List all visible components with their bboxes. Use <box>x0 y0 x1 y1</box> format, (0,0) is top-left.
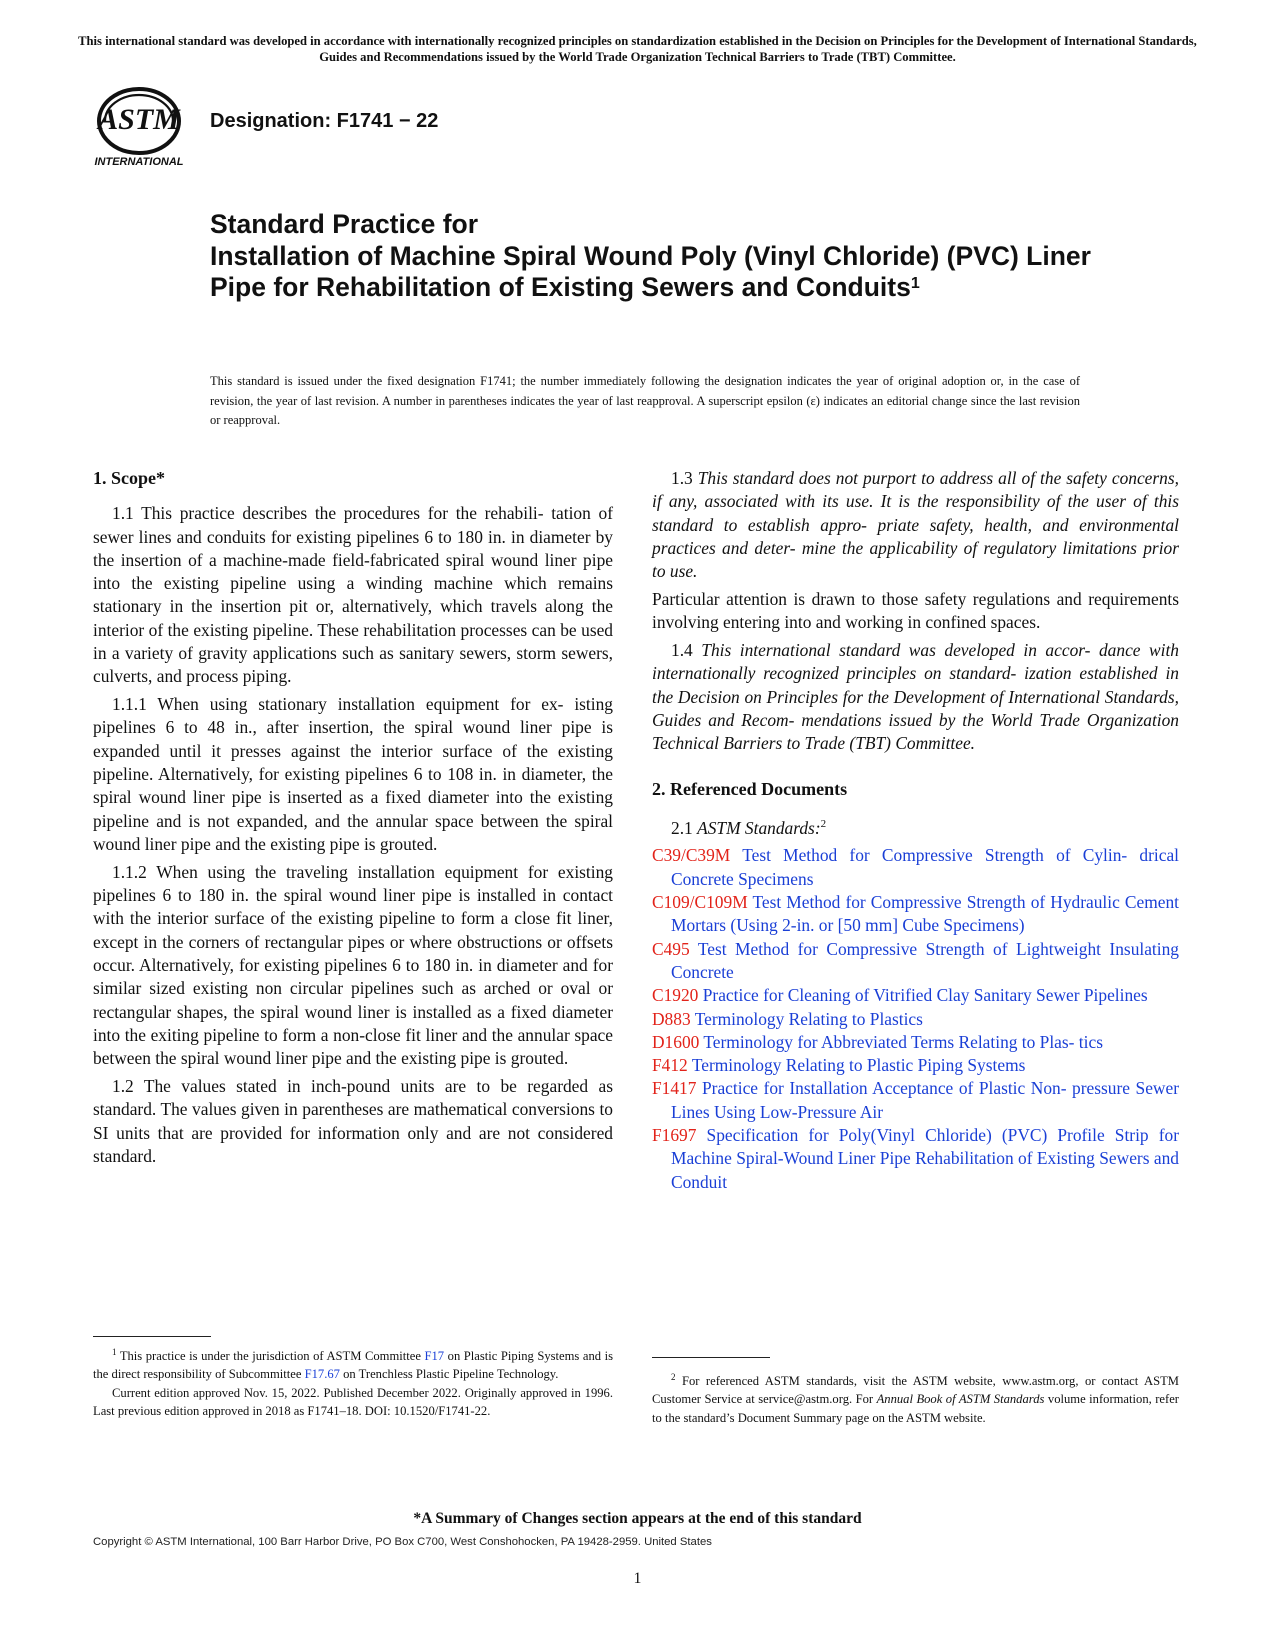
section-1-3 <box>652 467 1179 583</box>
section-1-3-continued: Particular attention is drawn to those safety regulations and requirements involving entering into and working in confined spaces. <box>652 588 1179 633</box>
footnote-1-mark: 1 <box>112 1347 117 1357</box>
reference-title-link[interactable]: Practice for Installation Acceptance of Plastic Non- pressure Sewer Lines Using Low-Pressure Air <box>671 1078 1179 1122</box>
footnote-2-text-b: volume information, refer to the standard’s Document Summary page on the ASTM website. <box>652 1392 1179 1425</box>
reference-title-link[interactable]: Test Method for Compressive Strength of Hydraulic Cement Mortars (Using 2-in. or [50 mm] Cube Specimens) <box>671 892 1179 936</box>
reference-code-link[interactable]: F1417 <box>652 1078 697 1099</box>
reference-code-link[interactable]: C495 <box>652 938 690 959</box>
section-1-3-italic: This standard does not purport to address all of the safety concerns, if any, associated with its use. It is the responsibility of the user of this standard to establish appro- priate safety, health, and environmental practices and deter- mine the applicability of regulatory limitations prior to use. <box>652 468 1179 582</box>
reference-list <box>652 844 1179 1193</box>
footnote-1 <box>93 1343 613 1420</box>
trade-notice: This international standard was developed in accordance with internationally recognized principles on standardization established in the Decision on Principles for the Development of International Standards, Guides and Recommendations issued by the World Trade Organization Technical Barriers to Trade (TBT) Committee. <box>78 34 1197 64</box>
subsection-footnote-mark: 2 <box>820 817 827 830</box>
title-main <box>210 241 1110 304</box>
footnote-rule-left <box>93 1336 211 1337</box>
section-1-4-number: 1.4 <box>671 640 693 661</box>
reference-code-link[interactable]: F412 <box>652 1055 688 1076</box>
subsection-number: 2.1 <box>671 817 693 838</box>
reference-item <box>652 1008 1179 1031</box>
title-line-1: Standard Practice for <box>210 209 479 239</box>
reference-title-link[interactable]: Test Method for Compressive Strength of Cylin- drical Concrete Specimens <box>671 845 1179 889</box>
reference-code-link[interactable]: C39/C39M <box>652 845 731 866</box>
title-line-2: Installation of Machine Spiral Wound Poly (Vinyl Chloride) (PVC) Liner Pipe for Rehabilitation of Existing Sewers and Conduits <box>210 240 1091 302</box>
left-column <box>93 467 613 1173</box>
footnote-1-para <box>93 1343 613 1384</box>
reference-item <box>652 891 1179 938</box>
logo-text: ASTM <box>98 103 180 136</box>
document-title <box>210 209 1110 304</box>
reference-title-link[interactable]: Terminology for Abbreviated Terms Relating to Plas- tics <box>703 1031 1103 1052</box>
reference-code-link[interactable]: F1697 <box>652 1125 697 1146</box>
right-column <box>652 467 1179 1194</box>
summary-of-changes-note: *A Summary of Changes section appears at the end of this standard <box>413 1510 862 1527</box>
section-1-4-italic: This international standard was developed in accor- dance with internationally recognized principles on standard- ization established in the Decision on Principles for the Development of International Standards, Guides and Recom- mendations issued by the World Trade Organization Technical Barriers to Trade (TBT) Committee. <box>652 640 1179 754</box>
footnote-rule-right <box>652 1357 770 1358</box>
reference-code-link[interactable]: C1920 <box>652 985 699 1006</box>
section-1-3-number: 1.3 <box>671 468 693 488</box>
section-1-4 <box>652 639 1179 755</box>
logo-subtext: INTERNATIONAL <box>94 156 184 168</box>
committee-link[interactable]: F17 <box>424 1349 445 1364</box>
section-1-1-1: 1.1.1 When using stationary installation equipment for ex- isting pipelines 6 to 48 in., after insertion, the spiral wound liner pipe is expanded until it presses against the interior surface of the existing pipeline. Alternatively, for existing pipelines 6 to 108 in. in diameter, the spiral wound liner pipe is inserted as a fixed diameter into the existing pipeline and is not expanded, and the annular space between the spiral wound liner pipe and the existing pipe is grouted. <box>93 694 613 854</box>
section-1-1-2: 1.1.2 When using the traveling installation equipment for existing pipelines 6 to 180 in. the spiral wound liner pipe is installed in contact with the interior surface of the existing pipeline to form a close fit liner, except in the corners of rectangular pipes or where obstructions or offsets occur. Alternatively, for existing pipelines 6 to 180 in. in diameter and for similar sized existing non circular pipelines such as arched or oval or rectangular shapes, the spiral wound liner is installed as a fixed diameter into the exiting pipeline to form a non-close fit liner and the annular space between the spiral wound liner pipe and the existing pipe is grouted. <box>93 861 613 1069</box>
title-footnote-mark: 1 <box>910 275 920 292</box>
footnote-2-text-a: For referenced ASTM standards, visit the ASTM website, www.astm.org, or contact ASTM Customer Service at service@astm.org. For <box>652 1374 1180 1407</box>
footnote-2 <box>652 1368 1179 1427</box>
section-1-1: 1.1 This practice describes the procedures for the rehabili- tation of sewer lines and conduits for existing pipelines 6 to 180 in. in diameter by the insertion of a machine-made field-fabricated spiral wound liner pipe into the existing pipeline using a winding machine which remains stationary in the insertion pit or, alternatively, which travels along the interior of the existing pipeline. These rehabilitation processes can be used in a variety of gravity applications such as sanitary sewers, storm sewers, culverts, and process piping. <box>93 503 613 687</box>
subcommittee-link[interactable]: F17.67 <box>304 1367 340 1382</box>
reference-item <box>652 1124 1179 1194</box>
footnote-1-edition: Current edition approved Nov. 15, 2022. Published December 2022. Originally approved in 1996. Last previous edition approved in 2018 as F1741–18. DOI: 10.1520/F1741-22. <box>93 1385 613 1418</box>
referenced-heading: 2. Referenced Documents <box>652 778 848 799</box>
footnote-2-mark: 2 <box>671 1372 676 1382</box>
reference-code-link[interactable]: C109/C109M <box>652 892 748 913</box>
reference-item <box>652 844 1179 891</box>
reference-code-link[interactable]: D883 <box>652 1008 691 1029</box>
reference-item <box>652 1031 1179 1054</box>
scope-heading: 1. Scope* <box>93 468 165 488</box>
astm-standards-subheading <box>652 813 1179 840</box>
footnote-2-para <box>652 1368 1179 1427</box>
reference-title-link[interactable]: Practice for Cleaning of Vitrified Clay Sanitary Sewer Pipelines <box>702 985 1148 1006</box>
section-1-2: 1.2 The values stated in inch-pound units are to be regarded as standard. The values given in parentheses are mathematical conversions to SI units that are provided for information only and are not considered standard. <box>93 1075 613 1166</box>
reference-code-link[interactable]: D1600 <box>652 1031 700 1052</box>
reference-title-link[interactable]: Test Method for Compressive Strength of Lightweight Insulating Concrete <box>671 938 1179 982</box>
reference-title-link[interactable]: Specification for Poly(Vinyl Chloride) (PVC) Profile Strip for Machine Spiral-Wound Liner Pipe Rehabilitation of Existing Sewers and Conduit <box>671 1125 1179 1192</box>
reference-item <box>652 1077 1179 1124</box>
reference-title-link[interactable]: Terminology Relating to Plastics <box>694 1008 923 1029</box>
subsection-label: ASTM Standards: <box>697 817 821 838</box>
reference-item <box>652 1054 1179 1077</box>
reference-title-link[interactable]: Terminology Relating to Plastic Piping Systems <box>691 1055 1026 1076</box>
footnote-2-italic: Annual Book of ASTM Standards <box>876 1392 1045 1407</box>
footnote-1-text-c: on Trenchless Plastic Pipeline Technology. <box>343 1367 559 1382</box>
footnote-1-text-a: This practice is under the jurisdiction of ASTM Committee <box>119 1349 421 1364</box>
issued-note: This standard is issued under the fixed designation F1741; the number immediately following the designation indicates the year of original adoption or, in the case of revision, the year of last revision. A number in parentheses indicates the year of last reapproval. A superscript epsilon (ε) indicates an editorial change since the last revision or reapproval. <box>210 374 1080 427</box>
reference-item <box>652 984 1179 1007</box>
reference-item <box>652 938 1179 985</box>
designation: Designation: F1741 − 22 <box>210 110 439 132</box>
copyright-line: Copyright © ASTM International, 100 Barr Harbor Drive, PO Box C700, West Conshohocken, PA 19428-2959. United States <box>93 1536 712 1548</box>
astm-logo <box>91 85 191 175</box>
footnote-1-text-b: on Plastic Piping Systems and is the direct responsibility of Subcommittee <box>93 1349 613 1382</box>
page-number: 1 <box>633 1570 642 1587</box>
